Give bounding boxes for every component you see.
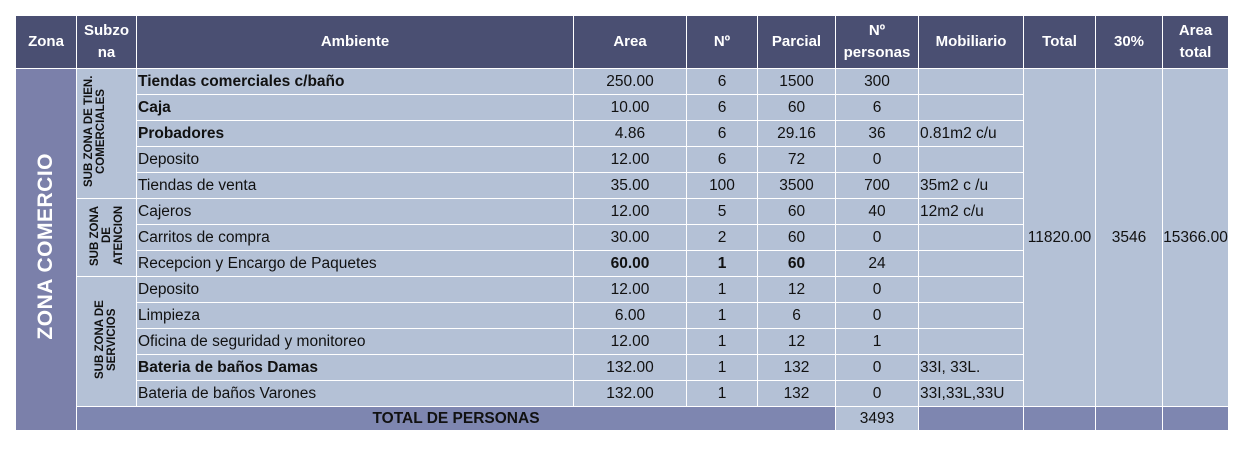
cell-ambiente: Carritos de compra (137, 225, 574, 251)
subzone-servicios: SUB ZONA DE SERVICIOS (77, 277, 137, 407)
cell-ambiente: Cajeros (137, 199, 574, 225)
cell-mobiliario: 12m2 c/u (919, 199, 1024, 225)
cell-n: 5 (687, 199, 758, 225)
cell-ambiente: Deposito (137, 147, 574, 173)
cell-mobiliario (919, 277, 1024, 303)
cell-parcial: 72 (758, 147, 836, 173)
subzone-atencion: SUB ZONA DE ATENCION (77, 199, 137, 277)
header-mobiliario: Mobiliario (919, 16, 1024, 69)
cell-mobiliario (919, 69, 1024, 95)
total-row-empty (1096, 407, 1163, 431)
cell-n: 1 (687, 277, 758, 303)
cell-n: 100 (687, 173, 758, 199)
total-personas-label: TOTAL DE PERSONAS (77, 407, 836, 431)
cell-mobiliario: 33I, 33L. (919, 355, 1024, 381)
header-area-total: Area total (1163, 16, 1229, 69)
area-total-value: 15366.00 (1163, 69, 1229, 407)
zone-cell (16, 69, 77, 431)
cell-personas: 0 (836, 147, 919, 173)
cell-n: 1 (687, 303, 758, 329)
cell-ambiente: Deposito (137, 277, 574, 303)
cell-area: 12.00 (574, 277, 687, 303)
cell-parcial: 12 (758, 329, 836, 355)
cell-n: 1 (687, 251, 758, 277)
areas-table (15, 15, 1229, 431)
pct-value: 3546 (1096, 69, 1163, 407)
cell-ambiente: Oficina de seguridad y monitoreo (137, 329, 574, 355)
cell-ambiente: Tiendas comerciales c/baño (137, 69, 574, 95)
total-row-empty (919, 407, 1024, 431)
cell-area: 60.00 (574, 251, 687, 277)
cell-area: 10.00 (574, 95, 687, 121)
cell-parcial: 60 (758, 199, 836, 225)
cell-ambiente: Tiendas de venta (137, 173, 574, 199)
cell-parcial: 29.16 (758, 121, 836, 147)
total-row (16, 407, 1229, 431)
table-row (16, 69, 1229, 95)
cell-parcial: 60 (758, 225, 836, 251)
cell-ambiente: Bateria de baños Damas (137, 355, 574, 381)
cell-ambiente: Caja (137, 95, 574, 121)
header-zona: Zona (16, 16, 77, 69)
header-row (16, 16, 1229, 69)
cell-n: 6 (687, 69, 758, 95)
total-row-empty (1024, 407, 1096, 431)
cell-personas: 0 (836, 225, 919, 251)
cell-area: 132.00 (574, 381, 687, 407)
cell-mobiliario (919, 147, 1024, 173)
cell-personas: 36 (836, 121, 919, 147)
cell-n: 1 (687, 355, 758, 381)
cell-ambiente: Bateria de baños Varones (137, 381, 574, 407)
cell-personas: 0 (836, 381, 919, 407)
cell-area: 12.00 (574, 199, 687, 225)
cell-n: 1 (687, 381, 758, 407)
cell-personas: 40 (836, 199, 919, 225)
cell-personas: 300 (836, 69, 919, 95)
cell-n: 2 (687, 225, 758, 251)
zone-label: ZONA COMERCIO (34, 153, 57, 340)
cell-area: 30.00 (574, 225, 687, 251)
header-pct: 30% (1096, 16, 1163, 69)
cell-parcial: 3500 (758, 173, 836, 199)
cell-mobiliario: 35m2 c /u (919, 173, 1024, 199)
cell-personas: 0 (836, 355, 919, 381)
cell-mobiliario (919, 225, 1024, 251)
cell-mobiliario: 0.81m2 c/u (919, 121, 1024, 147)
header-area: Area (574, 16, 687, 69)
cell-personas: 700 (836, 173, 919, 199)
cell-area: 6.00 (574, 303, 687, 329)
cell-mobiliario (919, 303, 1024, 329)
cell-personas: 0 (836, 303, 919, 329)
cell-area: 12.00 (574, 147, 687, 173)
cell-area: 132.00 (574, 355, 687, 381)
cell-personas: 6 (836, 95, 919, 121)
total-personas-value: 3493 (836, 407, 919, 431)
total-value: 11820.00 (1024, 69, 1096, 407)
cell-personas: 1 (836, 329, 919, 355)
header-ambiente: Ambiente (137, 16, 574, 69)
header-n: Nº (687, 16, 758, 69)
cell-ambiente: Limpieza (137, 303, 574, 329)
cell-mobiliario (919, 251, 1024, 277)
cell-mobiliario (919, 329, 1024, 355)
header-subzona: Subzo na (77, 16, 137, 69)
cell-area: 12.00 (574, 329, 687, 355)
cell-parcial: 6 (758, 303, 836, 329)
total-row-empty (1163, 407, 1229, 431)
subzone-tiendas: SUB ZONA DE TIEN. COMERCIALES (77, 69, 137, 199)
cell-parcial: 60 (758, 251, 836, 277)
cell-mobiliario (919, 95, 1024, 121)
header-total: Total (1024, 16, 1096, 69)
cell-parcial: 132 (758, 381, 836, 407)
cell-area: 35.00 (574, 173, 687, 199)
cell-n: 6 (687, 95, 758, 121)
cell-area: 250.00 (574, 69, 687, 95)
header-parcial: Parcial (758, 16, 836, 69)
cell-personas: 24 (836, 251, 919, 277)
header-npersonas: Nº personas (836, 16, 919, 69)
cell-n: 6 (687, 121, 758, 147)
cell-parcial: 132 (758, 355, 836, 381)
cell-n: 6 (687, 147, 758, 173)
cell-parcial: 1500 (758, 69, 836, 95)
cell-area: 4.86 (574, 121, 687, 147)
cell-ambiente: Recepcion y Encargo de Paquetes (137, 251, 574, 277)
cell-parcial: 60 (758, 95, 836, 121)
cell-ambiente: Probadores (137, 121, 574, 147)
cell-parcial: 12 (758, 277, 836, 303)
cell-personas: 0 (836, 277, 919, 303)
cell-mobiliario: 33I,33L,33U (919, 381, 1024, 407)
cell-n: 1 (687, 329, 758, 355)
